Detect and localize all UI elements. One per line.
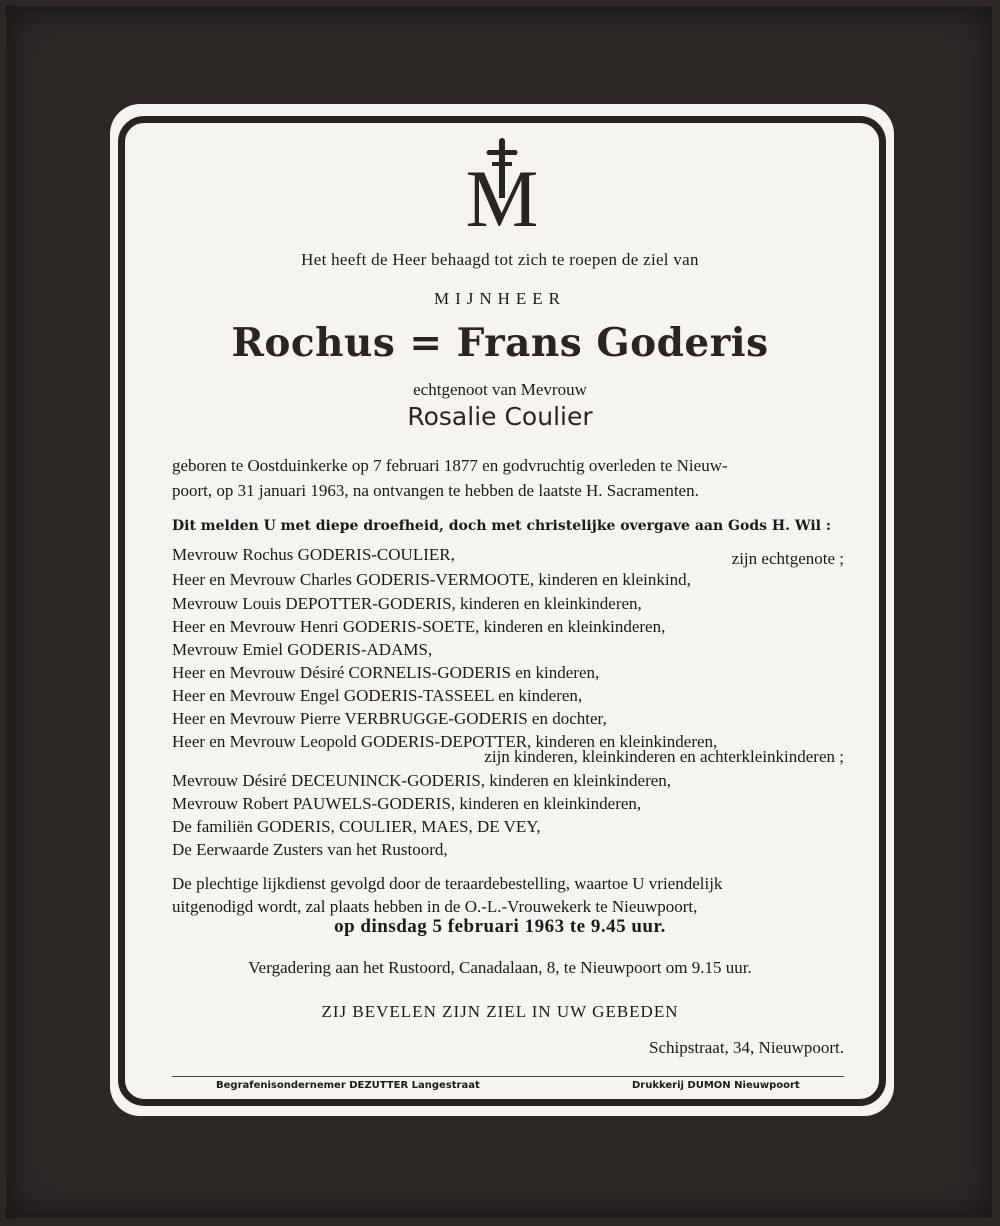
family-line: Mevrouw Rochus GODERIS-COULIER, — [172, 545, 455, 564]
family-line: Heer en Mevrouw Désiré CORNELIS-GODERIS en kinderen, — [172, 663, 600, 682]
service-line-2: uitgenodigd wordt, zal plaats hebben in de O.-L.-Vrouwekerk te Nieuwpoort, — [172, 897, 698, 916]
service-date: op dinsdag 5 februari 1963 te 9.45 uur. — [334, 916, 666, 937]
family-line: De familiën GODERIS, COULIER, MAES, DE VEY, — [172, 817, 541, 836]
announcement-line: Dit melden U met diepe droefheid, doch met christelijke overgave aan Gods H. Wil : — [172, 518, 831, 534]
footer-divider — [172, 1076, 844, 1077]
deceased-name: Rochus = Frans Goderis — [231, 320, 769, 366]
spouse-label: echtgenoot van Mevrouw — [413, 380, 587, 399]
undertaker-credit: Begrafenisondernemer DEZUTTER Langestraat — [216, 1080, 480, 1091]
svg-text:M: M — [465, 153, 539, 230]
intro-text: Het heeft de Heer behaagd tot zich te roepen de ziel van — [301, 250, 699, 269]
family-line: Heer en Mevrouw Henri GODERIS-SOETE, kinderen en kleinkinderen, — [172, 617, 666, 636]
family-line: Heer en Mevrouw Pierre VERBRUGGE-GODERIS en dochter, — [172, 709, 607, 728]
family-line: Mevrouw Louis DEPOTTER-GODERIS, kinderen en kleinkinderen, — [172, 594, 642, 613]
spouse-relation-note: zijn echtgenote ; — [731, 549, 844, 568]
bio-line-1: geboren te Oostduinkerke op 7 februari 1877 en godvruchtig overleden te Nieuw- — [172, 456, 728, 475]
family-line: Mevrouw Robert PAUWELS-GODERIS, kinderen en kleinkinderen, — [172, 794, 642, 813]
marian-monogram-logo — [452, 138, 552, 230]
spouse-name: Rosalie Coulier — [407, 402, 593, 431]
assembly-note: Vergadering aan het Rustoord, Canadalaan, 8, te Nieuwpoort om 9.15 uur. — [248, 958, 752, 977]
bio-line-2: poort, op 31 januari 1963, na ontvangen te hebben de laatste H. Sacramenten. — [172, 481, 699, 500]
prayer-request: ZIJ BEVELEN ZIJN ZIEL IN UW GEBEDEN — [321, 1002, 679, 1021]
family-line: De Eerwaarde Zusters van het Rustoord, — [172, 840, 448, 859]
service-line-1: De plechtige lijkdienst gevolgd door de teraardebestelling, waartoe U vriendelijk — [172, 874, 723, 893]
printer-credit: Drukkerij DUMON Nieuwpoort — [632, 1080, 800, 1091]
children-relation-note: zijn kinderen, kleinkinderen en achterkleinkinderen ; — [484, 747, 844, 766]
family-address: Schipstraat, 34, Nieuwpoort. — [649, 1038, 844, 1057]
family-line: Heer en Mevrouw Charles GODERIS-VERMOOTE, kinderen en kleinkind, — [172, 570, 691, 589]
family-line: Mevrouw Emiel GODERIS-ADAMS, — [172, 640, 433, 659]
family-line: Mevrouw Désiré DECEUNINCK-GODERIS, kinderen en kleinkinderen, — [172, 771, 672, 790]
honorific-title: MIJNHEER — [433, 289, 567, 308]
family-line: Heer en Mevrouw Leopold GODERIS-DEPOTTER, kinderen en kleinkinderen, — [172, 732, 718, 751]
family-line: Heer en Mevrouw Engel GODERIS-TASSEEL en kinderen, — [172, 686, 583, 705]
